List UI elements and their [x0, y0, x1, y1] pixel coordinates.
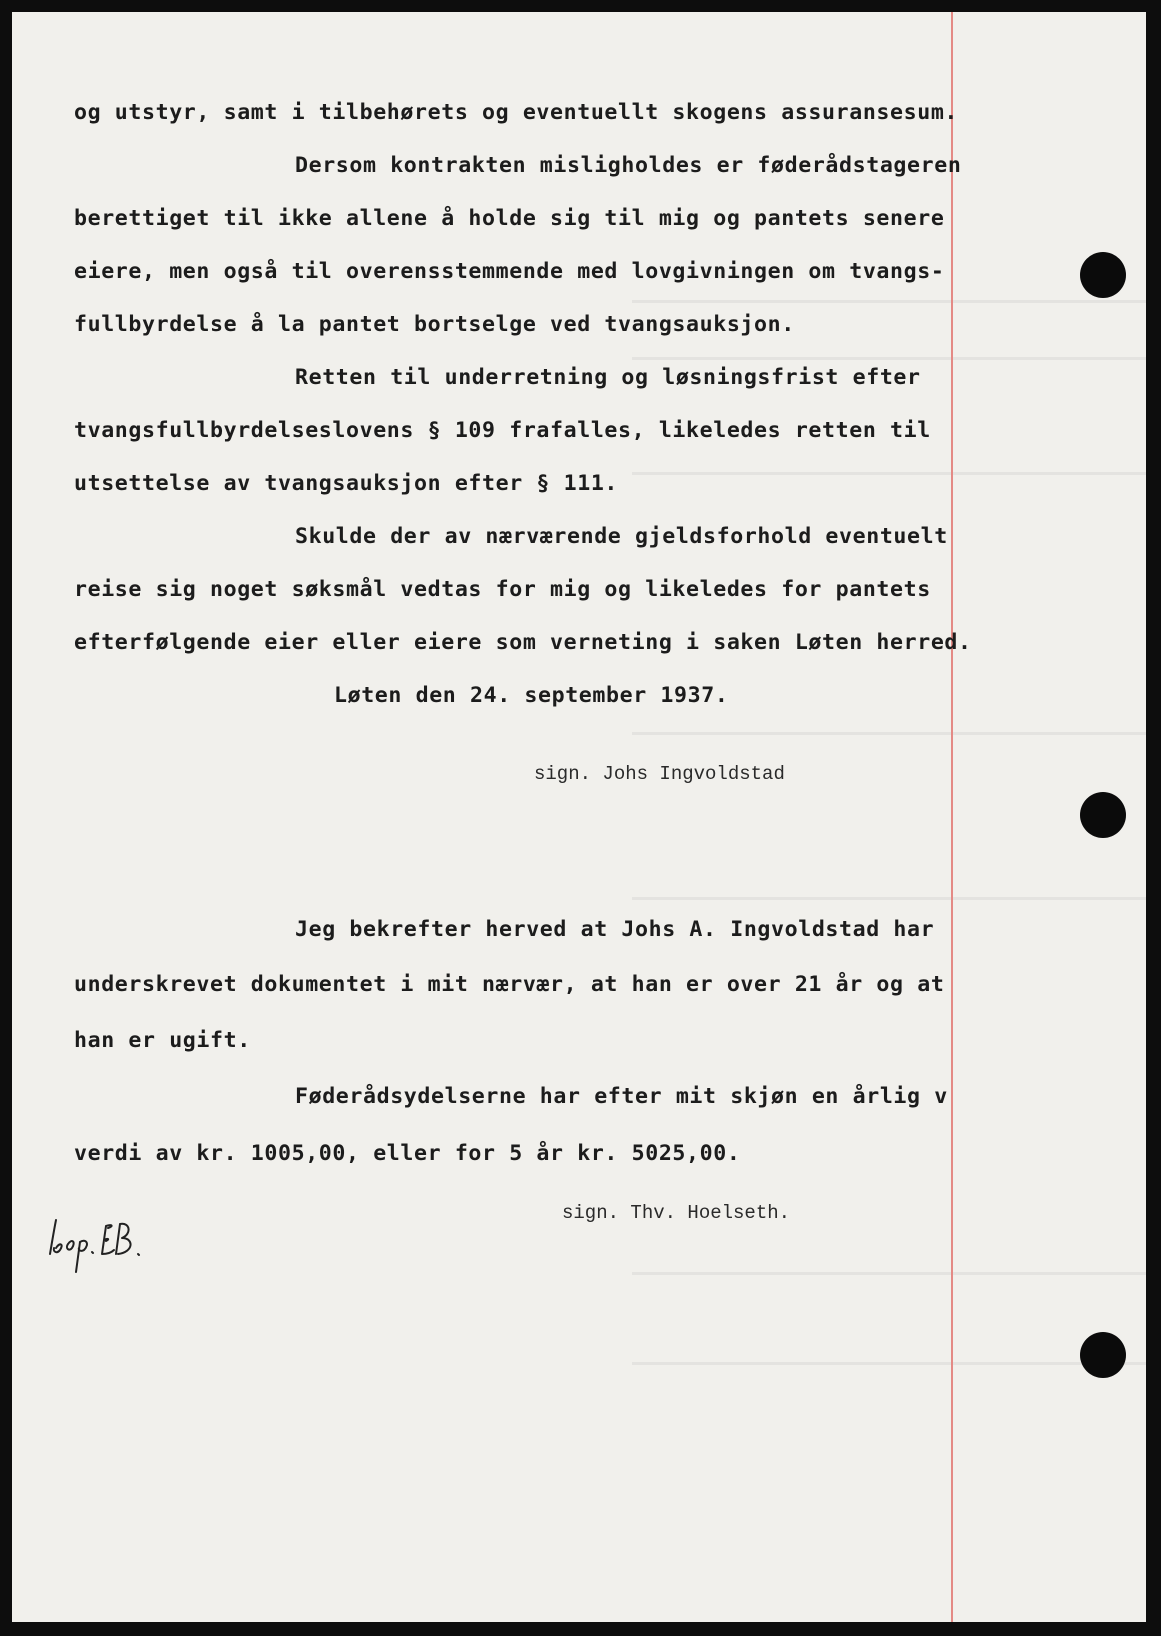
handwritten-annotation [42, 1212, 172, 1282]
text-line: Dersom kontrakten misligholdes er føderådstageren [295, 153, 962, 178]
text-line: Føderådsydelserne har efter mit skjøn en årlig v [295, 1084, 948, 1109]
show-through-mark [632, 732, 1146, 735]
text-line: Jeg bekrefter herved at Johs A. Ingvoldstad har [295, 917, 935, 942]
show-through-mark [632, 1362, 1146, 1365]
text-line: verdi av kr. 1005,00, eller for 5 år kr. 5025,00. [74, 1141, 741, 1166]
text-line: og utstyr, samt i tilbehørets og eventuellt skogens assuransesum. [74, 100, 959, 125]
text-line: han er ugift. [74, 1028, 251, 1053]
punch-hole [1080, 792, 1126, 838]
text-line: eiere, men også til overensstemmende med lovgivningen om tvangs- [74, 259, 945, 284]
text-line: fullbyrdelse å la pantet bortselge ved tvangsauksjon. [74, 312, 795, 337]
document-page [12, 12, 1146, 1622]
signature-line: sign. Johs Ingvoldstad [534, 763, 785, 785]
punch-hole [1080, 252, 1126, 298]
text-line: efterfølgende eier eller eiere som verneting i saken Løten herred. [74, 630, 972, 655]
show-through-mark [632, 897, 1146, 900]
text-line: Retten til underretning og løsningsfrist efter [295, 365, 921, 390]
show-through-mark [632, 472, 1146, 475]
text-line: underskrevet dokumentet i mit nærvær, at han er over 21 år og at [74, 972, 945, 997]
text-line: tvangsfullbyrdelseslovens § 109 frafalles, likeledes retten til [74, 418, 931, 443]
show-through-mark [632, 1272, 1146, 1275]
text-line: reise sig noget søksmål vedtas for mig og likeledes for pantets [74, 577, 931, 602]
text-line: utsettelse av tvangsauksjon efter § 111. [74, 471, 619, 496]
text-line: Skulde der av nærværende gjeldsforhold eventuelt [295, 524, 948, 549]
text-line: berettiget til ikke allene å holde sig til mig og pantets senere [74, 206, 945, 231]
margin-rule [951, 12, 953, 1622]
punch-hole [1080, 1332, 1126, 1378]
show-through-mark [632, 357, 1146, 360]
signature-line: sign. Thv. Hoelseth. [562, 1202, 791, 1224]
date-line: Løten den 24. september 1937. [334, 683, 729, 708]
show-through-mark [632, 300, 1146, 303]
